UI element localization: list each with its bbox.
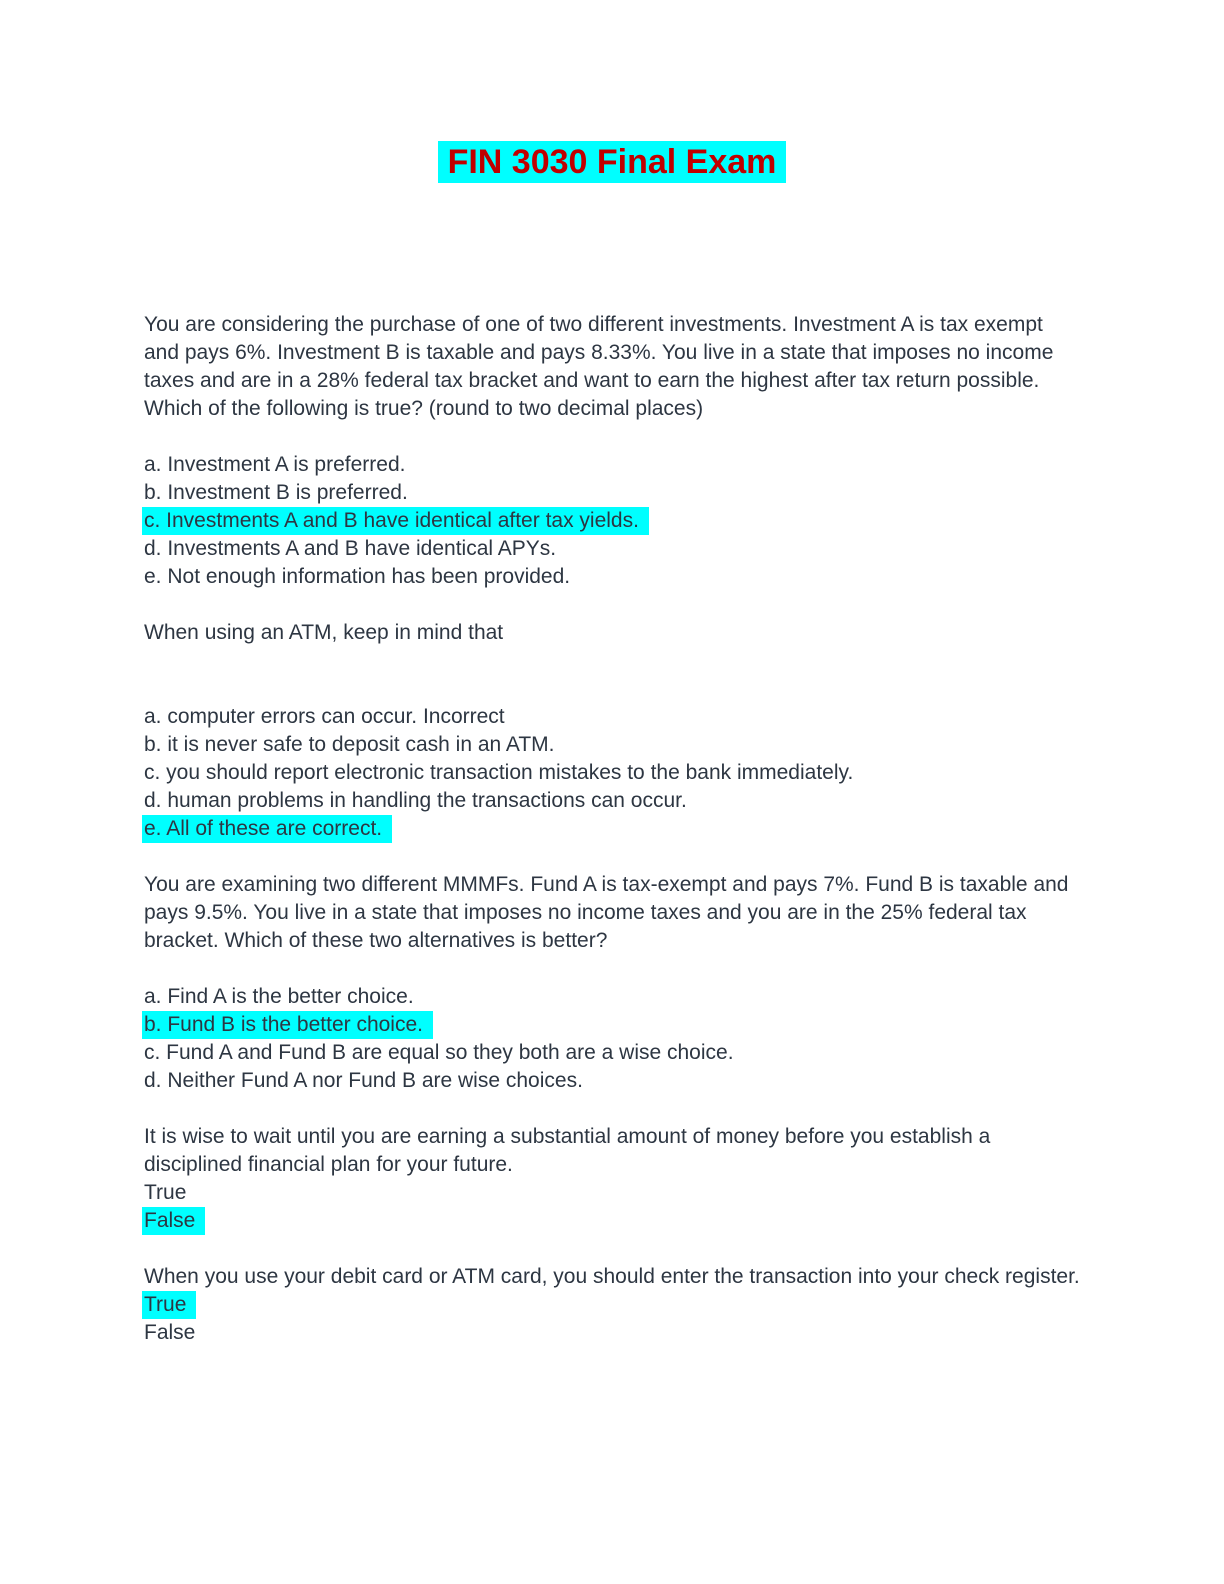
highlighted-answer: True [142, 1291, 196, 1319]
answer-option-c: c. you should report electronic transaction mistakes to the bank immediately. [144, 761, 854, 784]
false-option [144, 1207, 1080, 1235]
answer-option-a: a. Find A is the better choice. [144, 985, 414, 1008]
question-3 [144, 871, 1080, 1095]
answer-option-d: d. human problems in handling the transactions can occur. [144, 789, 687, 812]
answer-options [144, 1291, 1080, 1347]
highlighted-answer: b. Fund B is the better choice. [142, 1011, 433, 1039]
answer-option-a: a. Investment A is preferred. [144, 453, 406, 476]
answer-options [144, 1179, 1080, 1235]
question-prompt: You are considering the purchase of one of two different investments. Investment A is tax exempt and pays 6%. Investment B is taxable and pays 8.33%. You live in a state that imposes no income taxes and are in a 28% federal tax bracket and want to earn the highest after tax return possible. Which of the following is true? (round to two decimal places) [144, 313, 1054, 420]
answer-option-c: c. Fund A and Fund B are equal so they both are a wise choice. [144, 1041, 734, 1064]
question-4 [144, 1123, 1080, 1235]
answer-options [144, 703, 1080, 843]
answer-option-a: a. computer errors can occur. Incorrect [144, 705, 505, 728]
highlighted-answer: e. All of these are correct. [142, 815, 392, 843]
document-body [144, 183, 1080, 1347]
answer-option-b: b. Investment B is preferred. [144, 481, 408, 504]
question-prompt: When you use your debit card or ATM card, you should enter the transaction into your check register. [144, 1265, 1080, 1288]
document-title: FIN 3030 Final Exam [438, 141, 787, 183]
true-option: True [144, 1181, 187, 1204]
highlighted-answer: False [142, 1207, 205, 1235]
answer-option-b [144, 1011, 1080, 1039]
answer-option-d: d. Investments A and B have identical APYs. [144, 537, 557, 560]
true-option [144, 1291, 1080, 1319]
answer-option-d: d. Neither Fund A nor Fund B are wise choices. [144, 1069, 583, 1092]
answer-option-e: e. Not enough information has been provided. [144, 565, 571, 588]
question-2 [144, 619, 1080, 843]
answer-options [144, 451, 1080, 591]
question-prompt: It is wise to wait until you are earning a substantial amount of money before you establish a disciplined financial plan for your future. [144, 1125, 991, 1176]
highlighted-answer: c. Investments A and B have identical after tax yields. [142, 507, 649, 535]
answer-option-b: b. it is never safe to deposit cash in an ATM. [144, 733, 555, 756]
answer-options [144, 983, 1080, 1095]
answer-option-c [144, 507, 1080, 535]
question-1 [144, 311, 1080, 591]
answer-option-e [144, 815, 1080, 843]
question-5 [144, 1263, 1080, 1347]
false-option: False [144, 1321, 196, 1344]
question-prompt: You are examining two different MMMFs. Fund A is tax-exempt and pays 7%. Fund B is taxable and pays 9.5%. You live in a state that imposes no income taxes and you are in the 25% federal tax bracket. Which of these two alternatives is better? [144, 873, 1069, 952]
title-row [144, 141, 1080, 183]
question-prompt: When using an ATM, keep in mind that [144, 621, 504, 644]
